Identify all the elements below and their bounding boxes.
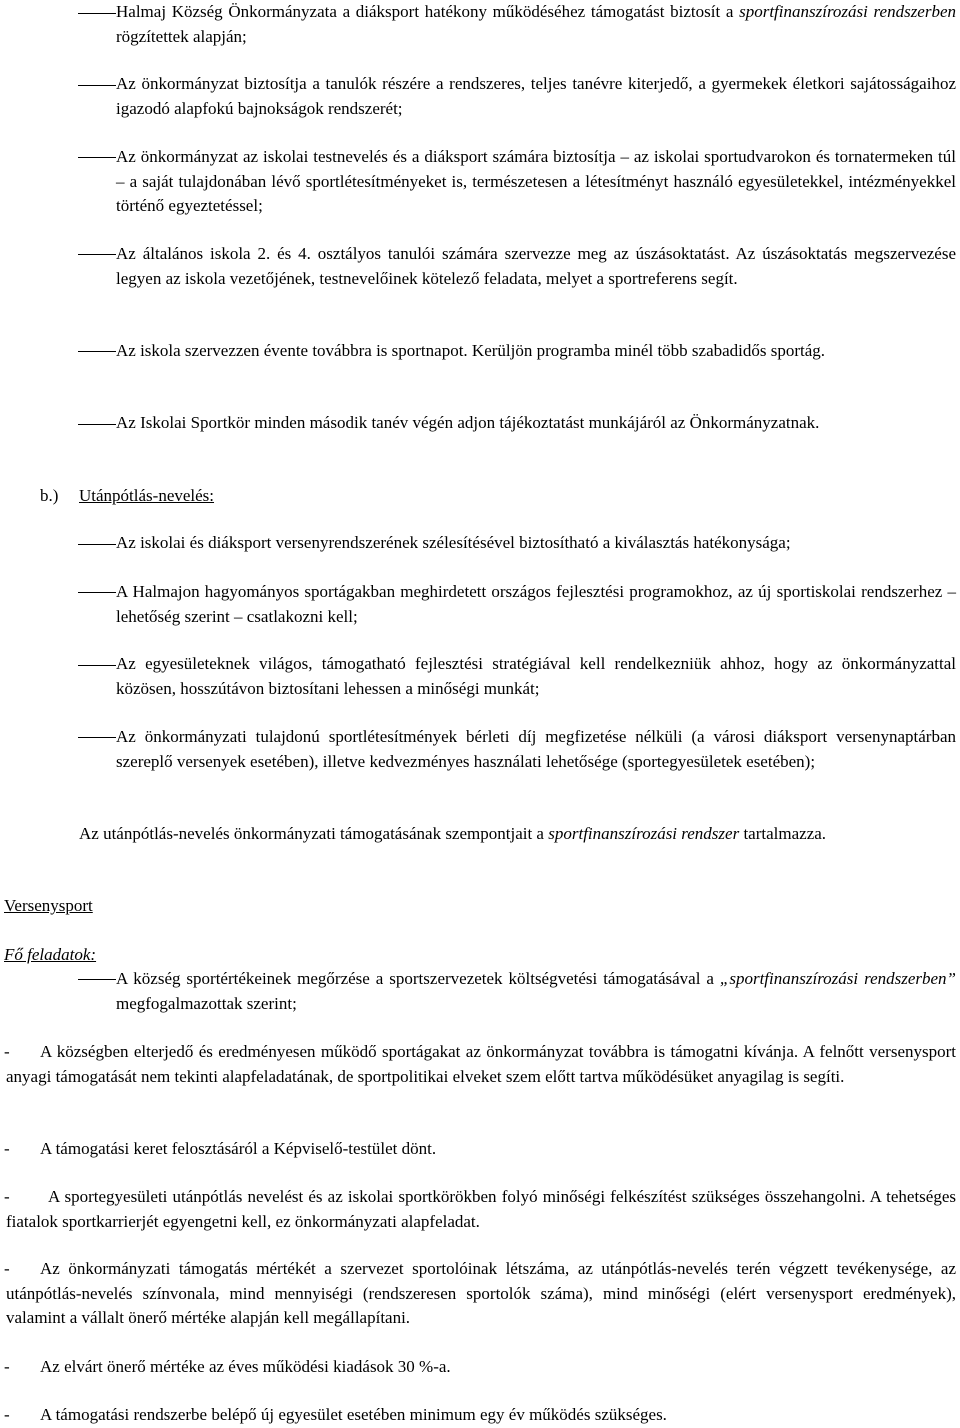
list-item: Az önkormányzati tulajdonú sportlétesítmények bérleti díj megfizetése nélküli (a városi diáksport versenynaptárban szereplő versenyek esetében), illetve kedvezményes használati lehetősége (sportegyesületek esetében);: [116, 727, 956, 771]
list-item: [116, 0, 956, 49]
italic-reference: „sportfinanszírozási rendszerben”: [719, 969, 957, 988]
section-title-versenysport: Versenysport: [4, 896, 93, 915]
dash-bullet: [78, 254, 116, 255]
item-text-end: rögzítettek alapján;: [116, 26, 247, 46]
dash-bullet: [78, 13, 116, 14]
list-item: Az önkormányzat biztosítja a tanulók részére a rendszeres, teljes tanévre kiterjedő, a gyermekek életkori sajátosságaihoz igazodó alapfokú bajnokságok rendszerét;: [116, 74, 956, 118]
hyphen-bullet: -: [4, 1405, 10, 1424]
list-item: Az elvárt önerő mértéke az éves működési kiadások 30 %-a.: [40, 1357, 451, 1376]
list-item: Az önkormányzati támogatás mértékét a szervezet sportolóinak létszáma, az utánpótlás-nevelés terén végzett tevékenysége, az utánpótlás-nevelés színvonala, mind mennyiségi (rendszeresen sportolók száma), mind minőségi (elért versenysport eredmények), valamint a vállalt önerő mértéke alapján kell megállapítani.: [6, 1259, 956, 1327]
hyphen-bullet: -: [4, 1187, 10, 1206]
item-text: Halmaj Község Önkormányzata a diáksport hatékony működéséhez támogatást biztosít a: [116, 2, 734, 21]
hyphen-bullet: -: [4, 1259, 10, 1278]
list-item: [116, 967, 956, 1016]
dash-bullet: [78, 544, 116, 545]
section-b-summary: [79, 822, 956, 847]
dash-bullet: [78, 424, 116, 425]
item-text: A község sportértékeinek megőrzése a sportszervezetek költségvetési támogatásával a: [116, 969, 714, 988]
main-tasks-label: Fő feladatok:: [4, 945, 97, 964]
item-text: A községben elterjedő és eredményesen működő sportágakat az önkormányzat továbbra is támogatni kívánja. A felnőtt versenysport anyagi támogatását nem tekinti alapfeladatának, de sportpolitikai elveket szem előtt tartva működésüket anyagilag is segíti.: [6, 1042, 956, 1086]
dash-bullet: [78, 979, 116, 980]
list-item: A támogatási keret felosztásáról a Képviselő-testület dönt.: [40, 1139, 437, 1158]
summary-text: Az utánpótlás-nevelés önkormányzati támogatásának szempontjait a: [79, 824, 544, 843]
section-b-title: Utánpótlás-nevelés:: [79, 486, 215, 505]
list-item: Az iskolai és diáksport versenyrendszerének szélesítésével biztosítható a kiválasztás hatékonysága;: [116, 533, 791, 552]
italic-reference: sportfinanszírozási rendszer: [548, 824, 740, 843]
section-b-label: b.): [40, 486, 59, 505]
hyphen-bullet: -: [4, 1139, 10, 1158]
list-item: Az általános iskola 2. és 4. osztályos tanulói számára szervezze meg az úszásoktatást. Az úszásoktatás megszervezése legyen az iskola vezetőjének, testnevelőinek kötelező feladata, melyet a sportreferens segít.: [116, 244, 956, 288]
hyphen-bullet: -: [4, 1042, 10, 1061]
dash-bullet: [78, 665, 116, 666]
list-item: Az egyesületeknek világos, támogatható fejlesztési stratégiával kell rendelkezniük ahhoz, hogy az önkormányzattal közösen, hosszútávon biztosítani lehessen a minőségi munkát;: [116, 654, 956, 698]
dash-bullet: [78, 351, 116, 352]
dash-bullet: [78, 157, 116, 158]
hyphen-bullet: -: [4, 1357, 10, 1376]
italic-reference: sportfinanszírozási rendszerben: [739, 2, 957, 21]
list-item: A támogatási rendszerbe belépő új egyesület esetében minimum egy év működés szükséges.: [40, 1405, 667, 1424]
list-item: Az önkormányzat az iskolai testnevelés és a diáksport számára biztosítja – az iskolai sportudvarokon és tornatermeken túl – a saját tulajdonában lévő sportlétesítményeket is, természetesen a létesítményt használó egyesületekkel, intézményekkel történő egyeztetéssel;: [116, 147, 956, 215]
dash-bullet: [78, 737, 116, 738]
item-text-end: megfogalmazottak szerint;: [116, 993, 297, 1013]
list-item: A sportegyesületi utánpótlás nevelést és az iskolai sportkörökben folyó minőségi felkészítést szükséges összehangolni. A tehetséges fiatalok sportkarrierjét egyengetni kell, ez önkormányzati alapfeladat.: [6, 1187, 956, 1231]
dash-bullet: [78, 85, 116, 86]
list-item: A Halmajon hagyományos sportágakban meghirdetett országos fejlesztési programokhoz, az új sportiskolai rendszerhez – lehetőség szerint – csatlakozni kell;: [116, 582, 956, 626]
list-item: Az Iskolai Sportkör minden második tanév végén adjon tájékoztatást munkájáról az Önkormányzatnak.: [116, 413, 820, 432]
summary-text-end: tartalmazza.: [743, 824, 827, 843]
dash-bullet: [78, 592, 116, 593]
list-item: Az iskola szervezzen évente továbbra is sportnapot. Kerüljön programba minél több szabadidős sportág.: [116, 341, 826, 360]
list-item: [6, 1040, 956, 1089]
